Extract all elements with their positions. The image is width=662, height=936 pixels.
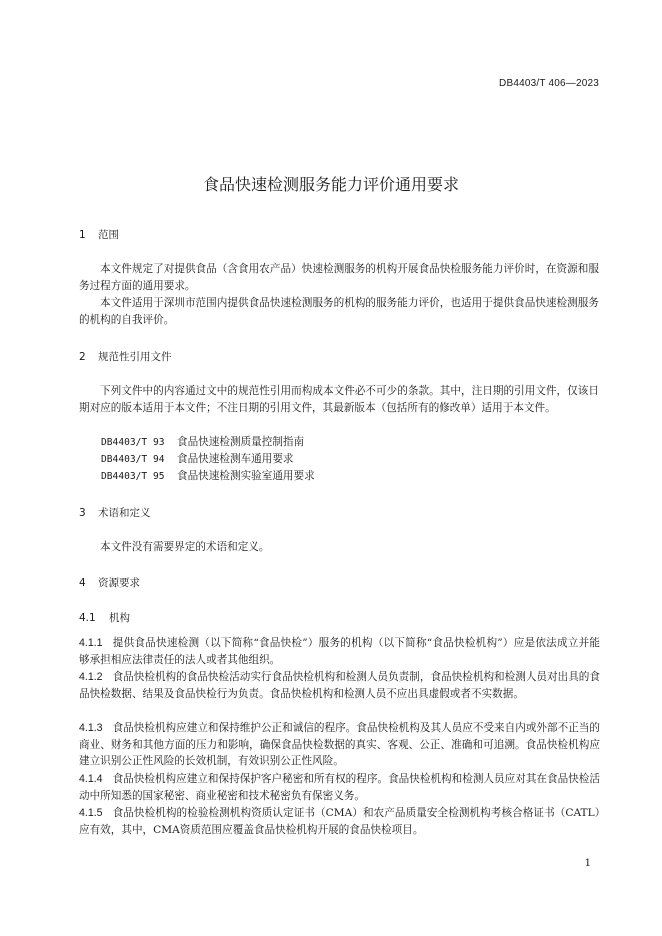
- clause: [79, 720, 600, 770]
- clause-text: 食品快检机构应建立和保持保护客户秘密和所有权的程序。食品快检机构和检测人员应对其在食品快检活动中所知悉的国家秘密、商业秘密和技术秘密负有保密义务。: [79, 773, 600, 802]
- reference-title: 食品快速检测车通用要求: [177, 453, 294, 465]
- page-number: 1: [584, 858, 591, 869]
- section-3-heading: [79, 505, 151, 520]
- document-title: 食品快速检测服务能力评价通用要求: [202, 175, 459, 194]
- clause: [79, 635, 600, 668]
- clause-text: 提供食品快速检测（以下简称“食品快检”）服务的机构（以下简称“食品快检机构”）应是依法成立并能够承担相应法律责任的法人或者其他组织。: [79, 637, 600, 666]
- clause-number: 4.1.5: [79, 807, 103, 819]
- reference-title: 食品快速检测实验室通用要求: [177, 470, 315, 482]
- clause-number: 4.1.1: [79, 637, 103, 649]
- section-title: 规范性引用文件: [98, 351, 172, 363]
- paragraph: 本文件没有需要界定的术语和定义。: [100, 541, 270, 553]
- paragraph: 下列文件中的内容通过文中的规范性引用而构成本文件必不可少的条款。其中，注日期的引用文件，仅该日期对应的版本适用于本文件；不注日期的引用文件，其最新版本（包括所有的修改单）适用于本文件。: [79, 385, 599, 414]
- section-number: 2: [79, 351, 86, 363]
- clause-text: 食品快检机构的检验检测机构资质认定证书（CMA）和农产品质量安全检测机构考核合格证书（CATL）应有效，其中，CMA资质范围应覆盖食品快检机构开展的食品快检项目。: [79, 807, 600, 836]
- section-2-heading: [79, 349, 172, 364]
- clause: [79, 805, 600, 838]
- paragraph: 本文件适用于深圳市范围内提供食品快速检测服务的机构的服务能力评价，也适用于提供食品快速检测服务的机构的自我评价。: [79, 297, 599, 326]
- section-title: 资源要求: [98, 577, 140, 589]
- reference-item: [101, 468, 315, 483]
- subsection-number: 4.1: [79, 612, 96, 624]
- section-number: 4: [79, 577, 86, 589]
- clause: [79, 771, 600, 804]
- clause-text: 食品快检机构应建立和保持维护公正和诚信的程序。食品快检机构及其人员应不受来自内或外部不正当的商业、财务和其他方面的压力和影响，确保食品快检数据的真实、客观、公正、准确和可追溯。食品快检机构应建立识别公正性风险的长效机制，有效识别公正性风险。: [79, 722, 600, 768]
- paragraph: 本文件规定了对提供食品（含食用农产品）快速检测服务的机构开展食品快检服务能力评价时，在资源和服务过程方面的通用要求。: [79, 263, 599, 292]
- subsection-4-1-heading: [79, 610, 130, 625]
- section-4-heading: [79, 575, 140, 590]
- clause-number: 4.1.2: [79, 671, 103, 683]
- clause-number: 4.1.4: [79, 773, 103, 785]
- clause-number: 4.1.3: [79, 722, 103, 734]
- section-title: 术语和定义: [98, 507, 151, 519]
- section-1-heading: [79, 227, 119, 242]
- document-code: DB4403/T 406—2023: [499, 78, 599, 89]
- clause-text: 食品快检机构的食品快检活动实行食品快检机构和检测人员负责制，食品快检机构和检测人员对出具的食品快检数据、结果及食品快检行为负责。食品快检机构和检测人员不应出具虚假或者不实数据。: [79, 671, 600, 700]
- reference-item: [101, 451, 294, 466]
- reference-code: DB4403/T 93: [101, 437, 165, 448]
- reference-item: [101, 434, 304, 449]
- section-number: 1: [79, 229, 86, 241]
- section-number: 3: [79, 507, 86, 519]
- reference-title: 食品快速检测质量控制指南: [177, 436, 305, 448]
- subsection-title: 机构: [109, 612, 130, 624]
- reference-code: DB4403/T 94: [101, 454, 165, 465]
- section-title: 范围: [98, 229, 119, 241]
- clause: [79, 669, 600, 702]
- reference-code: DB4403/T 95: [101, 471, 165, 482]
